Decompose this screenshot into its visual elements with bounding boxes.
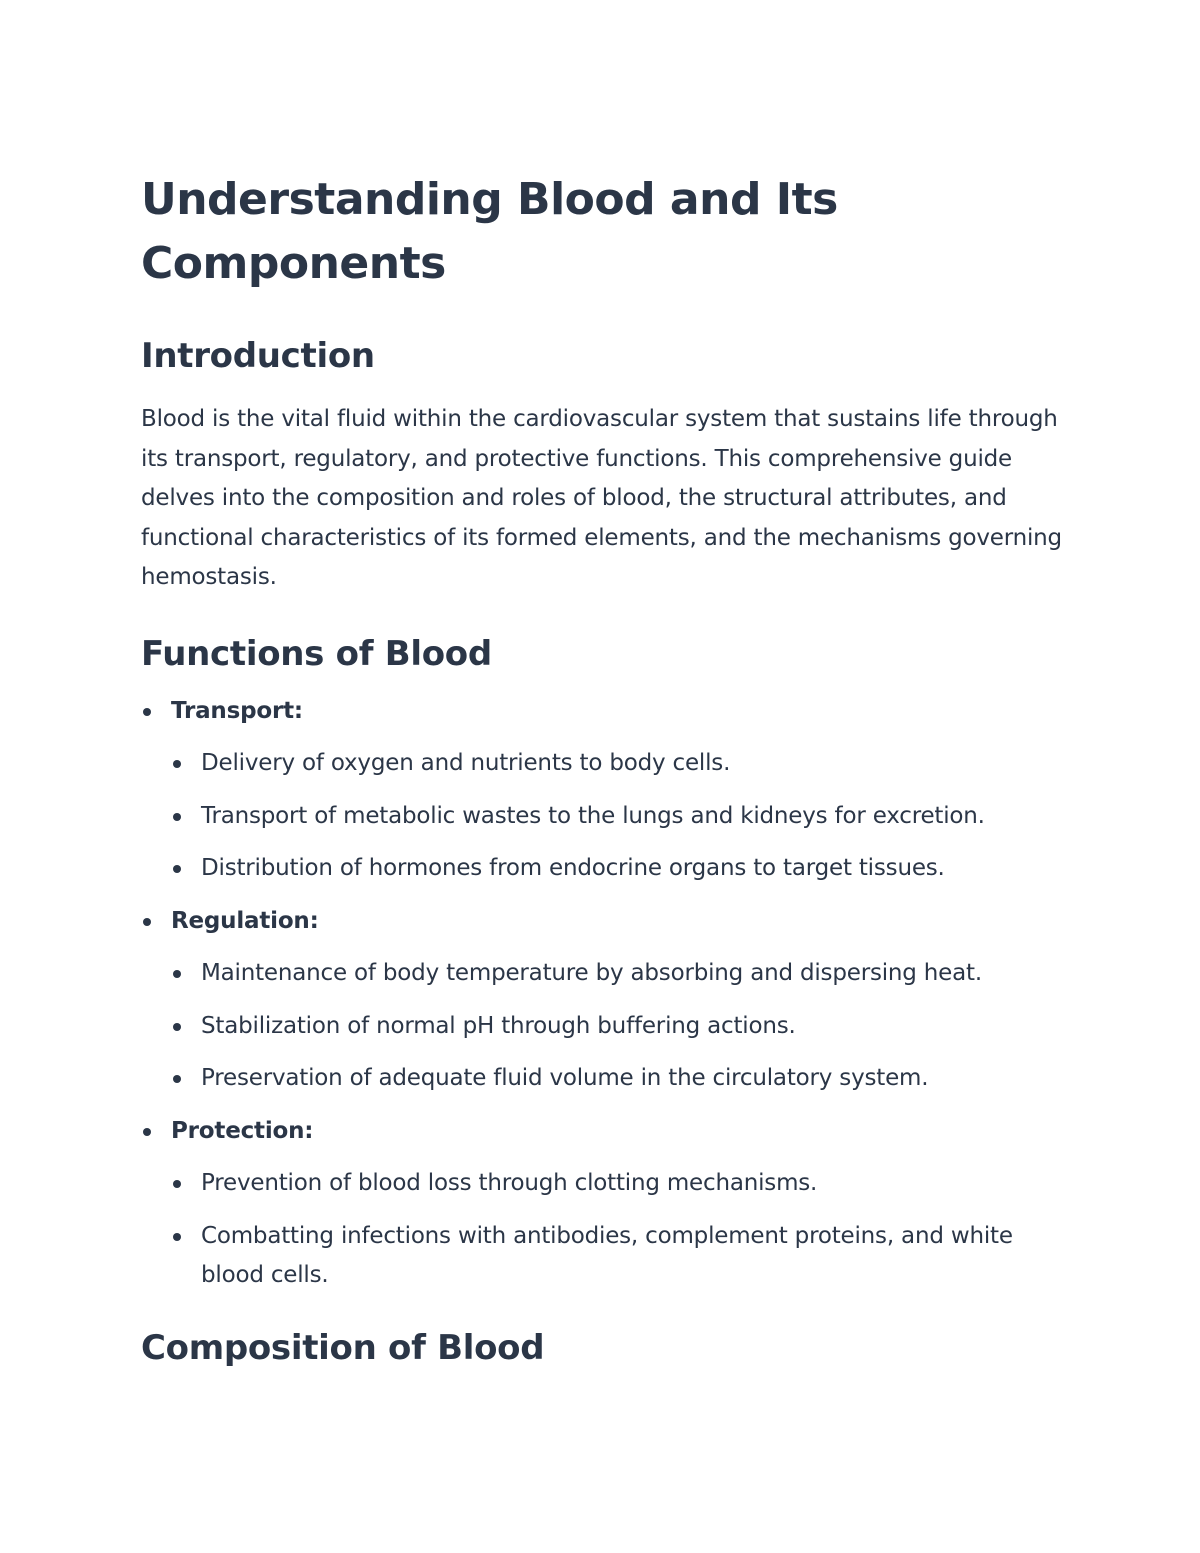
introduction-heading: Introduction bbox=[141, 336, 375, 376]
list-item bbox=[171, 1059, 1071, 1099]
bullet-icon bbox=[173, 1180, 181, 1188]
category-label: Transport: bbox=[171, 697, 303, 724]
list-item-text: Stabilization of normal pH through buffering actions. bbox=[201, 1012, 796, 1039]
list-item bbox=[171, 1007, 1071, 1047]
regulation-sublist bbox=[171, 954, 1071, 1099]
category-label: Protection: bbox=[171, 1117, 314, 1144]
protection-sublist bbox=[171, 1164, 1071, 1296]
composition-heading: Composition of Blood bbox=[141, 1327, 545, 1368]
bullet-icon bbox=[173, 1023, 181, 1031]
list-item bbox=[171, 744, 1071, 784]
list-item-text: Transport of metabolic wastes to the lungs and kidneys for excretion. bbox=[201, 802, 985, 829]
bullet-icon bbox=[173, 760, 181, 768]
document-page bbox=[141, 168, 1071, 1370]
list-item-text: Delivery of oxygen and nutrients to body cells. bbox=[201, 750, 731, 776]
list-item-protection bbox=[141, 1112, 1071, 1296]
bullet-icon bbox=[143, 1128, 151, 1136]
list-item-text: Prevention of blood loss through clotting mechanisms. bbox=[201, 1170, 818, 1196]
list-item-text: Combatting infections with antibodies, complement proteins, and white blood cells. bbox=[201, 1222, 1013, 1288]
introduction-paragraph: Blood is the vital fluid within the cardiovascular system that sustains life through its transport, regulatory, and protective functions. This comprehensive guide delves into the composition and roles of blood, the structural attributes, and functional characteristics of its formed elements, and the mechanisms governing hemostasis. bbox=[141, 406, 1062, 590]
bullet-icon bbox=[173, 970, 181, 978]
list-item bbox=[171, 1217, 1071, 1296]
bullet-icon bbox=[143, 708, 151, 716]
category-label: Regulation: bbox=[171, 907, 319, 934]
list-item-text: Preservation of adequate fluid volume in the circulatory system. bbox=[201, 1065, 929, 1091]
list-item bbox=[171, 849, 1071, 889]
transport-sublist bbox=[171, 744, 1071, 889]
list-item bbox=[171, 1164, 1071, 1204]
bullet-icon bbox=[173, 1233, 181, 1241]
bullet-icon bbox=[173, 813, 181, 821]
functions-heading: Functions of Blood bbox=[141, 633, 492, 674]
list-item bbox=[171, 954, 1071, 994]
list-item-text: Distribution of hormones from endocrine organs to target tissues. bbox=[201, 855, 945, 881]
bullet-icon bbox=[173, 1075, 181, 1083]
bullet-icon bbox=[173, 865, 181, 873]
list-item bbox=[171, 797, 1071, 837]
functions-list bbox=[141, 692, 1071, 1296]
list-item-transport bbox=[141, 692, 1071, 889]
bullet-icon bbox=[143, 918, 151, 926]
document-title: Understanding Blood and Its Components bbox=[141, 174, 838, 289]
list-item-text: Maintenance of body temperature by absorbing and dispersing heat. bbox=[201, 960, 982, 986]
list-item-regulation bbox=[141, 902, 1071, 1099]
